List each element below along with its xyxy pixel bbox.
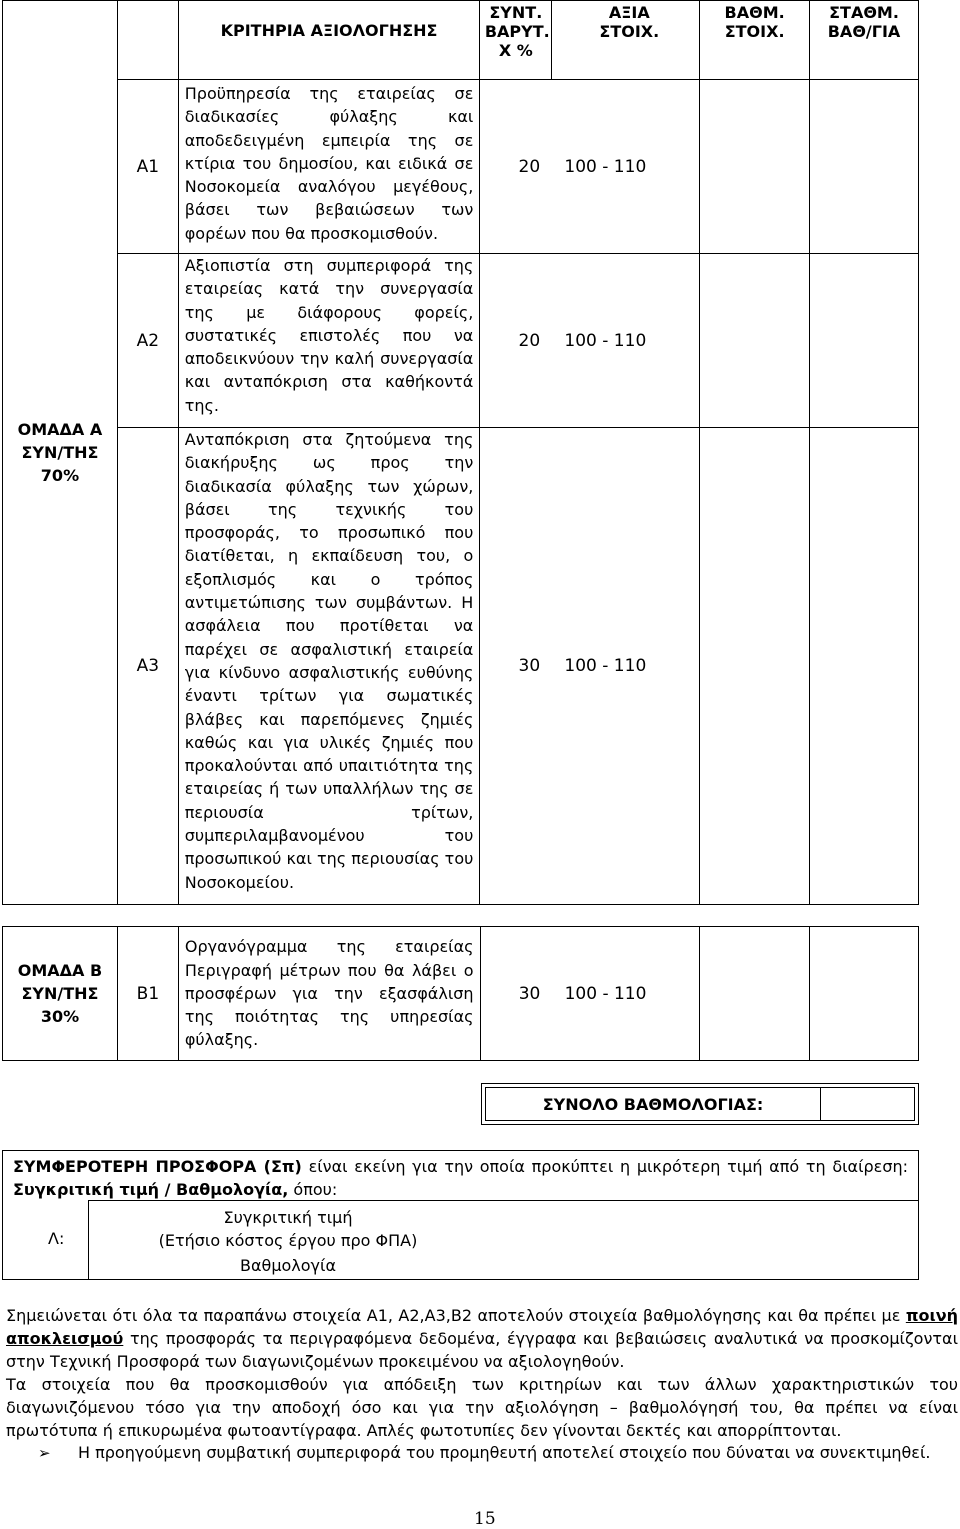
formula-numerator-note: (Ετήσιο κόστος έργου προ ΦΠΑ) [158, 1231, 418, 1250]
score-cell[interactable] [700, 428, 810, 905]
weighted-score-cell[interactable] [810, 428, 919, 905]
header-weighted: ΣΤΑΘΜ. ΒΑΘ/ΓΙΑ [810, 1, 919, 80]
table-row-a2 [3, 254, 919, 428]
page-number: 15 [474, 1509, 496, 1529]
row-code: Β1 [117, 927, 178, 1061]
note-bullet: Η προηγούμενη συμβατική συμπεριφορά του προμηθευτή αποτελεί στοιχείο που δύναται να συνεκτιμηθεί. [78, 1443, 931, 1462]
best-offer-title: ΣΥΜΦΕΡΟΤΕΡΗ ΠΡΟΣΦΟΡΑ (Σπ) [13, 1157, 302, 1176]
best-offer-where: όπου: [288, 1180, 338, 1199]
row-description: Αξιοπιστία στη συμπεριφορά της εταιρείας κατά την συνεργασία της με διάφορους φορείς, συστατικές επιστολές που να αποδεικνύουν την καλή συνεργασία και ανταπόκριση στα καθήκοντά της. [178, 254, 480, 428]
row-range: 100 - 110 [564, 983, 647, 1004]
row-values [480, 254, 700, 428]
row-code: Α2 [117, 254, 178, 428]
table-row-a1 [3, 80, 919, 254]
weighted-score-cell[interactable] [810, 80, 919, 254]
row-weight: 20 [518, 330, 541, 351]
note-paragraph-2: Τα στοιχεία που θα προσκομισθούν για απόδειξη των κριτηρίων και των άλλων χαρακτηριστικών του διαγωνιζόμενου τόσο για την αποδοχή όσο και για την αξιολόγηση – βαθμολόγησή του, θα πρέπει να είναι πρωτότυπα ή επικυρωμένα φωτοαντίγραφα. Απλές φωτοτυπίες δεν γίνονται δεκτές και απορρίπτονται. [6, 1375, 958, 1440]
best-offer-formula-label: Συγκριτική τιμή / Βαθμολογία, [13, 1180, 289, 1199]
group-b-label [3, 927, 118, 1061]
header-criteria: ΚΡΙΤΗΡΙΑ ΑΞΙΟΛΟΓΗΣΗΣ [178, 1, 480, 80]
total-score-label: ΣΥΝΟΛΟ ΒΑΘΜΟΛΟΓΙΑΣ: [486, 1088, 821, 1120]
row-values [480, 927, 700, 1061]
row-range: 100 - 110 [564, 656, 647, 676]
header-weight: ΣΥΝΤ. ΒΑΡΥΤ. Χ % [480, 1, 552, 80]
score-cell[interactable] [700, 254, 810, 428]
table-row-b1 [3, 927, 919, 1061]
formula-numerator: Συγκριτική τιμή [223, 1208, 353, 1227]
row-code: Α3 [117, 428, 178, 905]
row-weight: 20 [518, 156, 541, 177]
row-values [480, 428, 700, 905]
exclusion-penalty-text: ποινή αποκλεισμού [6, 1306, 958, 1348]
table-row-a3 [3, 428, 919, 905]
row-range: 100 - 110 [564, 156, 647, 177]
formula-denominator: Βαθμολογία [240, 1256, 336, 1275]
header-score: ΒΑΘΜ. ΣΤΟΙΧ. [700, 1, 810, 80]
group-b-label-text: ΟΜΑΔΑ Β ΣΥΝ/ΤΗΣ 30% [17, 961, 103, 1026]
score-cell[interactable] [700, 80, 810, 254]
best-offer-text [13, 1155, 908, 1201]
note-paragraph-1: Σημειώνεται ότι όλα τα παραπάνω στοιχεία Α1, Α2,Α3,Β2 αποτελούν στοιχεία βαθμολόγησης και θα πρέπει με ποινή αποκλεισμού της προσφοράς τα περιγραφόμενα δεδομένα, έγγραφα και βεβαιώσεις αναλυτικά να προσκομίζονται στην Τεχνική Προσφορά των διαγωνιζομένων προκειμένου να αξιολογηθούν. [6, 1306, 958, 1371]
row-description: Οργανόγραμμα της εταιρείας Περιγραφή μέτρων που θα λάβει ο προσφέρων για την εξασφάλιση της ποιότητας της υπηρεσίας φύλαξης. [178, 927, 480, 1061]
weighted-score-cell[interactable] [810, 927, 919, 1061]
weighted-score-cell[interactable] [810, 254, 919, 428]
row-code: Α1 [117, 80, 178, 254]
criteria-table [2, 0, 919, 905]
total-score-box [481, 1083, 919, 1125]
group-b-table [2, 926, 919, 1061]
row-weight: 30 [518, 983, 541, 1004]
arrow-bullet-icon: ➢ [38, 1444, 51, 1462]
best-offer-desc: είναι εκείνη για την οποία προκύπτει η μικρότερη τιμή από τη διαίρεση: [301, 1157, 908, 1176]
row-weight: 30 [518, 656, 541, 676]
notes-section [6, 1304, 958, 1442]
row-description: Ανταπόκριση στα ζητούμενα της διακήρυξης ως προς την διαδικασία φύλαξης των χώρων, βάσει της τεχνικής του προσφοράς, το προσωπικό που διατίθεται, η εκπαίδευση του, ο εξοπλισμός και ο τρόπος αντιμετώπισης των συμβάντων. Η ασφάλεια που προτίθεται να παρέχει σε ασφαλιστική εταιρεία για κίνδυνο ασφαλιστικής ευθύνης έναντι τρίτων για σωματικές βλάβες και παρεπόμενες ζημιές καθώς και για υλικές ζημιές που προκαλούνται από υπαιτιότητα της εταιρείας ή των υπαλλήλων της σε περιουσία τρίτων, συμπεριλαμβανομένου του προσωπικού και της περιουσίας του Νοσοκομείου. [178, 428, 480, 905]
row-values [480, 80, 700, 254]
group-a-label [3, 1, 118, 905]
row-description: Προϋπηρεσία της εταιρείας σε διαδικασίες φύλαξης και αποδεδειγμένη εμπειρία της σε κτίρια του δημοσίου, και ειδικά σε Νοσοκομεία αναλόγου μεγέθους, βάσει των βεβαιώσεων των φορέων που θα προσκομισθούν. [178, 80, 480, 254]
group-a-label-text: ΟΜΑΔΑ Α ΣΥΝ/ΤΗΣ 70% [17, 420, 103, 485]
lambda-label: Λ: [48, 1229, 65, 1248]
score-cell[interactable] [700, 927, 810, 1061]
row-range: 100 - 110 [564, 330, 647, 351]
header-value: ΑΞΙΑ ΣΤΟΙΧ. [552, 1, 700, 80]
